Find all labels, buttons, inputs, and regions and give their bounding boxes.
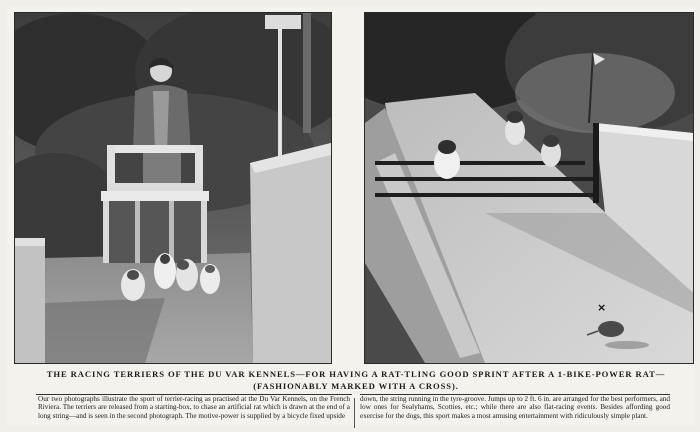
article-text-right: down, the string running in the tyre-groove. Jumps up to 2 ft. 6 in. are arranged for the best performers, and low ones for Sealyhams, Scotties, etc.; while there are also flat-racing events. Besides affording good exercise for the dogs, this sport makes a most amusing entertainment with ridiculously simple plant. bbox=[360, 395, 670, 420]
caption-line-2: (FASHIONABLY MARKED WITH A CROSS). bbox=[253, 381, 459, 391]
photo-starting-box-image bbox=[15, 13, 331, 363]
caption-line-1: THE RACING TERRIERS OF THE DU VAR KENNELS—FOR HAVING A RAT-TLING GOOD SPRINT AFTER A 1-BIKE-POWER RAT— bbox=[46, 369, 666, 379]
caption-title bbox=[18, 368, 694, 392]
photo-racing-track bbox=[364, 12, 694, 364]
column-divider bbox=[354, 398, 355, 428]
article-text-left: Our two photographs illustrate the sport of terrier-racing as practised at the Du Var Kennels, on the French Riviera. The terriers are released from a starting-box, to chase an artificial rat which is drawn at the end of a long string—and is seen in the second photograph. The motive-power is supplied by a bicycle fixed upside bbox=[38, 395, 350, 420]
magazine-page bbox=[6, 6, 694, 426]
rat-cross-marker: × bbox=[597, 301, 607, 314]
photo-starting-box bbox=[14, 12, 332, 364]
photo-racing-track-image bbox=[365, 13, 693, 363]
